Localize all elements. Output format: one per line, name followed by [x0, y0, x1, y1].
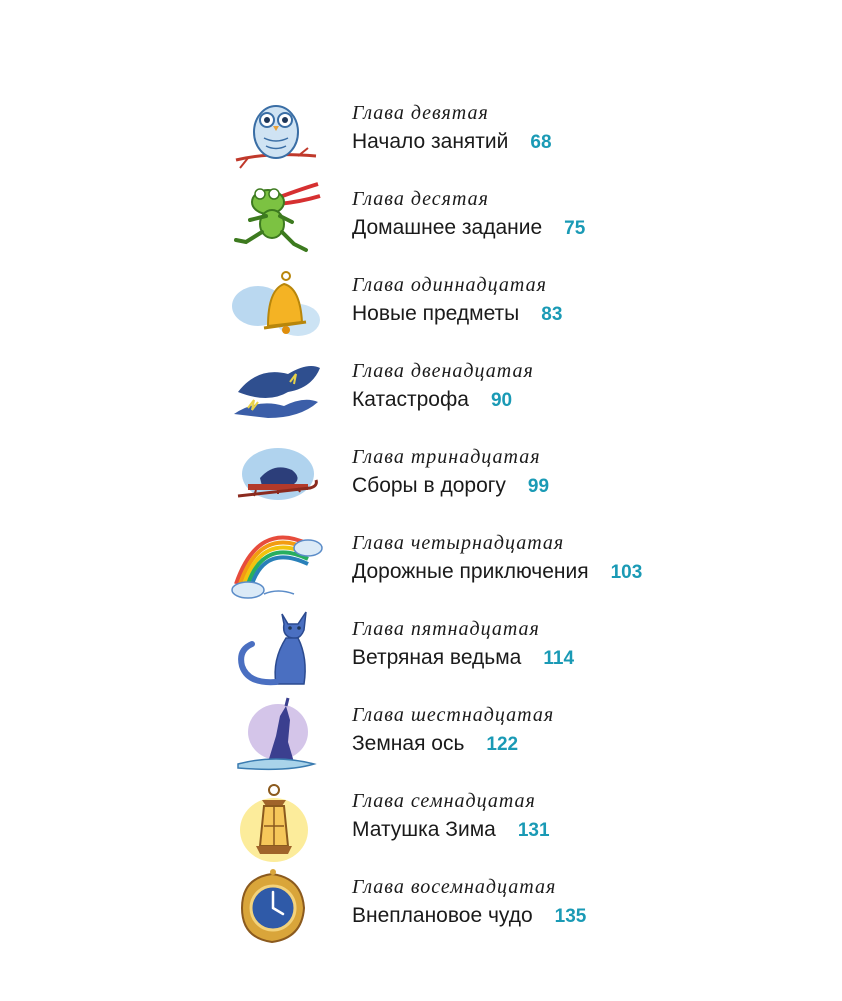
chapter-title: Земная ось: [352, 732, 465, 755]
chapter-label: Глава тринадцатая: [352, 446, 541, 468]
chapter-label: Глава восемнадцатая: [352, 876, 557, 898]
frog-icon: [228, 180, 324, 266]
toc-entry[interactable]: [228, 94, 788, 180]
page-number: 99: [527, 476, 550, 497]
page-number: 90: [490, 390, 513, 411]
lantern-icon: [228, 782, 324, 868]
chapter-title: Сборы в дорогу: [352, 474, 506, 497]
chapter-title: Ветряная ведьма: [352, 646, 522, 669]
chapter-title: Дорожные приключения: [352, 560, 589, 583]
page-number: 103: [610, 562, 643, 583]
chapter-label: Глава двенадцатая: [352, 360, 534, 382]
chapter-label: Глава пятнадцатая: [352, 618, 540, 640]
clock-icon: [228, 868, 324, 954]
chapter-label: Глава семнадцатая: [352, 790, 536, 812]
chapter-label: Глава шестнадцатая: [352, 704, 555, 726]
toc-entry[interactable]: [228, 782, 788, 868]
chapter-title: Внеплановое чудо: [352, 904, 533, 927]
page-number: 83: [541, 304, 563, 325]
sled-icon: [228, 438, 324, 524]
chapter-label: Глава четырнадцатая: [352, 532, 565, 554]
toc-entry[interactable]: [228, 610, 788, 696]
chapter-title: Домашнее задание: [352, 216, 543, 239]
rainbow-icon: [228, 524, 324, 610]
toc-entry[interactable]: [228, 868, 788, 954]
toc-entry[interactable]: [228, 180, 788, 266]
toc-entry[interactable]: [228, 438, 788, 524]
toc-entry[interactable]: [228, 266, 788, 352]
chapter-title: Катастрофа: [352, 388, 469, 411]
page-number: 131: [517, 820, 550, 841]
toc-entry[interactable]: [228, 352, 788, 438]
chapter-label: Глава одиннадцатая: [352, 274, 547, 296]
toc-entry[interactable]: [228, 696, 788, 782]
page-number: 114: [543, 648, 575, 669]
owl-icon: [228, 94, 324, 180]
page-number: 135: [554, 906, 587, 927]
toc-entry[interactable]: [228, 524, 788, 610]
page-number: 75: [564, 218, 586, 239]
axis-icon: [228, 696, 324, 782]
chapter-label: Глава девятая: [352, 102, 489, 124]
chapter-title: Начало занятий: [352, 130, 509, 153]
chapter-title: Новые предметы: [352, 302, 520, 325]
page-number: 122: [486, 734, 519, 755]
storm-icon: [228, 352, 324, 438]
chapter-title: Матушка Зима: [352, 818, 496, 841]
bell-icon: [228, 266, 324, 352]
page-number: 68: [530, 132, 552, 153]
chapter-label: Глава десятая: [352, 188, 489, 210]
cat-icon: [228, 610, 324, 696]
